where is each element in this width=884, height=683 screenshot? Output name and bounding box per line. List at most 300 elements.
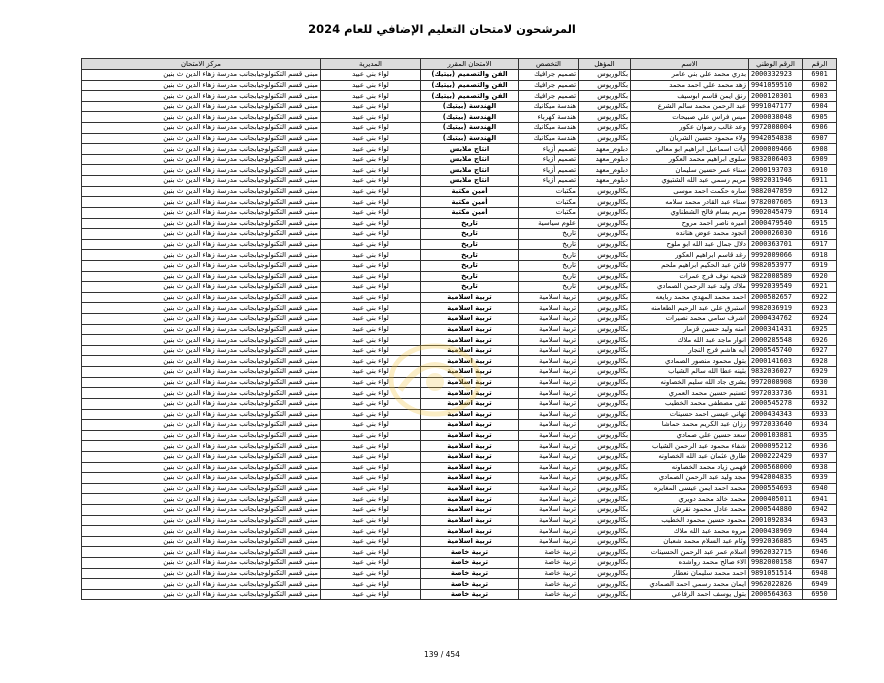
- cell-directorate: لواء بني عبيد: [321, 218, 421, 229]
- cell-specialization: تاريخ: [519, 250, 579, 261]
- cell-national-id: 2000103881: [749, 430, 803, 441]
- cell-specialization: تربية اسلامية: [519, 377, 579, 388]
- table-row: [82, 144, 837, 155]
- cell-seq: 6949: [803, 579, 837, 590]
- cell-directorate: لواء بني عبيد: [321, 154, 421, 165]
- cell-specialization: مكتبات: [519, 197, 579, 208]
- cell-seq: 6925: [803, 324, 837, 335]
- cell-name: سناء عبد القادر محمد سلامه: [631, 197, 749, 208]
- cell-seq: 6906: [803, 123, 837, 134]
- table-row: [82, 398, 837, 409]
- cell-name: امنه وليد حسين قزمار: [631, 324, 749, 335]
- cell-national-id: 2000026030: [749, 229, 803, 240]
- cell-directorate: لواء بني عبيد: [321, 526, 421, 537]
- cell-seq: 6943: [803, 515, 837, 526]
- cell-name: ملاك وليد عبد الرحمن الصمادي: [631, 282, 749, 293]
- cell-exam-center: مبنى قسم التكنولوجيابجانب مدرسة زهاء الدين ث بنين: [82, 112, 321, 123]
- cell-exam-center: مبنى قسم التكنولوجيابجانب مدرسة زهاء الدين ث بنين: [82, 494, 321, 505]
- cell-specialization: تربية اسلامية: [519, 367, 579, 378]
- cell-specialization: مكتبات: [519, 207, 579, 218]
- cell-directorate: لواء بني عبيد: [321, 91, 421, 102]
- cell-qualification: بكالوريوس: [579, 451, 631, 462]
- cell-national-id: 2000564363: [749, 589, 803, 600]
- cell-seq: 6927: [803, 345, 837, 356]
- cell-exam: تربية اسلامية: [421, 292, 519, 303]
- cell-seq: 6901: [803, 70, 837, 81]
- cell-qualification: بكالوريوس: [579, 409, 631, 420]
- cell-exam-center: مبنى قسم التكنولوجيابجانب مدرسة زهاء الدين ث بنين: [82, 441, 321, 452]
- cell-exam-center: مبنى قسم التكنولوجيابجانب مدرسة زهاء الدين ث بنين: [82, 314, 321, 325]
- cell-exam: تربية خاصة: [421, 579, 519, 590]
- cell-exam-center: مبنى قسم التكنولوجيابجانب مدرسة زهاء الدين ث بنين: [82, 250, 321, 261]
- cell-directorate: لواء بني عبيد: [321, 451, 421, 462]
- cell-directorate: لواء بني عبيد: [321, 335, 421, 346]
- cell-name: فاتن عبد الحكيم ابراهيم ملحم: [631, 260, 749, 271]
- cell-name: محمد عادل محمود نقرش: [631, 504, 749, 515]
- cell-specialization: تربية اسلامية: [519, 398, 579, 409]
- cell-national-id: 9892031946: [749, 176, 803, 187]
- cell-exam-center: مبنى قسم التكنولوجيابجانب مدرسة زهاء الدين ث بنين: [82, 483, 321, 494]
- cell-name: مجد وليد عبد الرحمن الصمادي: [631, 473, 749, 484]
- cell-qualification: بكالوريوس: [579, 250, 631, 261]
- cell-directorate: لواء بني عبيد: [321, 430, 421, 441]
- cell-seq: 6902: [803, 80, 837, 91]
- table-row: [82, 165, 837, 176]
- cell-exam: تاريخ: [421, 250, 519, 261]
- cell-seq: 6935: [803, 430, 837, 441]
- cell-specialization: هندسة ميكانيك: [519, 123, 579, 134]
- cell-qualification: بكالوريوس: [579, 133, 631, 144]
- table-row: [82, 112, 837, 123]
- cell-qualification: بكالوريوس: [579, 303, 631, 314]
- cell-exam: تاريخ: [421, 218, 519, 229]
- table-row: [82, 303, 837, 314]
- cell-seq: 6917: [803, 239, 837, 250]
- cell-exam-center: مبنى قسم التكنولوجيابجانب مدرسة زهاء الدين ث بنين: [82, 367, 321, 378]
- cell-national-id: 9982053977: [749, 260, 803, 271]
- cell-seq: 6930: [803, 377, 837, 388]
- cell-directorate: لواء بني عبيد: [321, 547, 421, 558]
- cell-name: محمود حسين محمود الخطيب: [631, 515, 749, 526]
- table-row: [82, 133, 837, 144]
- cell-name: الاء صالح محمد رواشده: [631, 558, 749, 569]
- cell-qualification: بكالوريوس: [579, 536, 631, 547]
- cell-directorate: لواء بني عبيد: [321, 239, 421, 250]
- cell-specialization: تربية اسلامية: [519, 409, 579, 420]
- cell-exam-center: مبنى قسم التكنولوجيابجانب مدرسة زهاء الدين ث بنين: [82, 420, 321, 431]
- cell-qualification: بكالوريوس: [579, 504, 631, 515]
- cell-exam-center: مبنى قسم التكنولوجيابجانب مدرسة زهاء الدين ث بنين: [82, 547, 321, 558]
- cell-national-id: 9782007605: [749, 197, 803, 208]
- cell-national-id: 9832006403: [749, 154, 803, 165]
- cell-exam-center: مبنى قسم التكنولوجيابجانب مدرسة زهاء الدين ث بنين: [82, 303, 321, 314]
- cell-qualification: بكالوريوس: [579, 483, 631, 494]
- header-exam: الامتحان المقرر: [421, 59, 519, 70]
- cell-qualification: بكالوريوس: [579, 239, 631, 250]
- table-row: [82, 409, 837, 420]
- cell-seq: 6932: [803, 398, 837, 409]
- cell-directorate: لواء بني عبيد: [321, 282, 421, 293]
- cell-name: انجود محمد عوض هنانده: [631, 229, 749, 240]
- cell-directorate: لواء بني عبيد: [321, 123, 421, 134]
- cell-directorate: لواء بني عبيد: [321, 186, 421, 197]
- cell-specialization: تربية اسلامية: [519, 462, 579, 473]
- cell-seq: 6939: [803, 473, 837, 484]
- cell-specialization: تصميم جرافيك: [519, 91, 579, 102]
- cell-qualification: بكالوريوس: [579, 70, 631, 81]
- cell-name: آيه هاشم فرج النجار: [631, 345, 749, 356]
- cell-specialization: تصميم جرافيك: [519, 80, 579, 91]
- cell-national-id: 9942054838: [749, 133, 803, 144]
- cell-seq: 6913: [803, 197, 837, 208]
- cell-name: اسلام عمر عبد الرحمن الحسينات: [631, 547, 749, 558]
- cell-qualification: بكالوريوس: [579, 218, 631, 229]
- cell-specialization: تربية اسلامية: [519, 430, 579, 441]
- cell-name: ساره حكمت احمد موسى: [631, 186, 749, 197]
- cell-qualification: بكالوريوس: [579, 91, 631, 102]
- cell-directorate: لواء بني عبيد: [321, 250, 421, 261]
- cell-national-id: 9962022826: [749, 579, 803, 590]
- cell-directorate: لواء بني عبيد: [321, 176, 421, 187]
- cell-directorate: لواء بني عبيد: [321, 558, 421, 569]
- cell-directorate: لواء بني عبيد: [321, 398, 421, 409]
- cell-qualification: دبلوم_معهد: [579, 154, 631, 165]
- cell-name: دلال جمال عبد الله ابو ملوح: [631, 239, 749, 250]
- cell-qualification: دبلوم_معهد: [579, 144, 631, 155]
- cell-seq: 6938: [803, 462, 837, 473]
- cell-seq: 6937: [803, 451, 837, 462]
- cell-specialization: تربية اسلامية: [519, 356, 579, 367]
- cell-name: مروه محمد عبد الله ملاك: [631, 526, 749, 537]
- cell-national-id: 9991047177: [749, 101, 803, 112]
- table-row: [82, 250, 837, 261]
- cell-directorate: لواء بني عبيد: [321, 229, 421, 240]
- cell-national-id: 9822008589: [749, 271, 803, 282]
- table-row: [82, 536, 837, 547]
- cell-exam: تربية اسلامية: [421, 536, 519, 547]
- cell-exam: تاريخ: [421, 229, 519, 240]
- cell-name: احمد محمد المهدي محمد ربايعه: [631, 292, 749, 303]
- table-row: [82, 473, 837, 484]
- cell-exam: تربية اسلامية: [421, 367, 519, 378]
- cell-exam-center: مبنى قسم التكنولوجيابجانب مدرسة زهاء الدين ث بنين: [82, 462, 321, 473]
- cell-national-id: 2000544880: [749, 504, 803, 515]
- cell-directorate: لواء بني عبيد: [321, 345, 421, 356]
- table-row: [82, 260, 837, 271]
- table-row: [82, 314, 837, 325]
- cell-seq: 6916: [803, 229, 837, 240]
- table-row: [82, 515, 837, 526]
- table-row: [82, 356, 837, 367]
- cell-directorate: لواء بني عبيد: [321, 260, 421, 271]
- cell-specialization: تربية اسلامية: [519, 526, 579, 537]
- cell-specialization: تربية اسلامية: [519, 345, 579, 356]
- cell-name: آيات اسماعيل ابراهيم ابو معالي: [631, 144, 749, 155]
- header-national-id: الرقم الوطني: [749, 59, 803, 70]
- cell-specialization: تصميم أزياء: [519, 154, 579, 165]
- cell-specialization: علوم سياسية: [519, 218, 579, 229]
- cell-seq: 6945: [803, 536, 837, 547]
- cell-national-id: 9941059510: [749, 80, 803, 91]
- cell-exam-center: مبنى قسم التكنولوجيابجانب مدرسة زهاء الدين ث بنين: [82, 133, 321, 144]
- cell-name: محمد خالد محمد دويري: [631, 494, 749, 505]
- table-row: [82, 176, 837, 187]
- cell-exam-center: مبنى قسم التكنولوجيابجانب مدرسة زهاء الدين ث بنين: [82, 123, 321, 134]
- table-row: [82, 80, 837, 91]
- cell-exam-center: مبنى قسم التكنولوجيابجانب مدرسة زهاء الدين ث بنين: [82, 218, 321, 229]
- cell-qualification: بكالوريوس: [579, 398, 631, 409]
- cell-directorate: لواء بني عبيد: [321, 292, 421, 303]
- cell-directorate: لواء بني عبيد: [321, 144, 421, 155]
- cell-exam: الهندسة (بيتيك): [421, 123, 519, 134]
- cell-national-id: 2000545278: [749, 398, 803, 409]
- cell-specialization: تربية اسلامية: [519, 303, 579, 314]
- cell-national-id: 9982000158: [749, 558, 803, 569]
- cell-exam: تربية اسلامية: [421, 420, 519, 431]
- table-row: [82, 494, 837, 505]
- cell-qualification: بكالوريوس: [579, 526, 631, 537]
- cell-specialization: هندسة كهرباء: [519, 112, 579, 123]
- cell-exam-center: مبنى قسم التكنولوجيابجانب مدرسة زهاء الدين ث بنين: [82, 388, 321, 399]
- cell-seq: 6936: [803, 441, 837, 452]
- cell-name: بدري محمد علي بني عامر: [631, 70, 749, 81]
- cell-seq: 6947: [803, 558, 837, 569]
- cell-name: رزان عبد الكريم محمد حماشا: [631, 420, 749, 431]
- cell-name: سناء عمر حسين سليمان: [631, 165, 749, 176]
- cell-qualification: بكالوريوس: [579, 314, 631, 325]
- cell-seq: 6929: [803, 367, 837, 378]
- cell-directorate: لواء بني عبيد: [321, 494, 421, 505]
- candidates-table: [81, 58, 837, 600]
- cell-exam: انتاج ملابس: [421, 176, 519, 187]
- cell-exam: تربية اسلامية: [421, 398, 519, 409]
- cell-exam-center: مبنى قسم التكنولوجيابجانب مدرسة زهاء الدين ث بنين: [82, 345, 321, 356]
- table-row: [82, 367, 837, 378]
- cell-name: احمد محمد سليمان نعطار: [631, 568, 749, 579]
- cell-exam-center: مبنى قسم التكنولوجيابجانب مدرسة زهاء الدين ث بنين: [82, 70, 321, 81]
- cell-exam-center: مبنى قسم التكنولوجيابجانب مدرسة زهاء الدين ث بنين: [82, 324, 321, 335]
- table-row: [82, 589, 837, 600]
- cell-exam: أمين مكتبة: [421, 197, 519, 208]
- cell-national-id: 2000120301: [749, 91, 803, 102]
- cell-exam-center: مبنى قسم التكنولوجيابجانب مدرسة زهاء الدين ث بنين: [82, 504, 321, 515]
- cell-directorate: لواء بني عبيد: [321, 377, 421, 388]
- cell-exam: تربية اسلامية: [421, 494, 519, 505]
- cell-specialization: تربية خاصة: [519, 547, 579, 558]
- cell-qualification: بكالوريوس: [579, 579, 631, 590]
- cell-name: ميس فراس علي صبيحات: [631, 112, 749, 123]
- cell-exam: تربية اسلامية: [421, 441, 519, 452]
- cell-exam: الهندسة (بيتيك): [421, 133, 519, 144]
- cell-seq: 6946: [803, 547, 837, 558]
- table-row: [82, 123, 837, 134]
- cell-specialization: تاريخ: [519, 271, 579, 282]
- cell-seq: 6911: [803, 176, 837, 187]
- cell-exam-center: مبنى قسم التكنولوجيابجانب مدرسة زهاء الدين ث بنين: [82, 91, 321, 102]
- cell-national-id: 9902045479: [749, 207, 803, 218]
- table-row: [82, 207, 837, 218]
- cell-name: وئام عبد السلام محمد شعبان: [631, 536, 749, 547]
- page-number: 139 / 454: [424, 650, 460, 659]
- cell-qualification: بكالوريوس: [579, 558, 631, 569]
- table-body: [82, 70, 837, 600]
- cell-specialization: هندسة ميكانيك: [519, 133, 579, 144]
- cell-specialization: تربية اسلامية: [519, 473, 579, 484]
- cell-exam: تاريخ: [421, 282, 519, 293]
- table-row: [82, 324, 837, 335]
- cell-seq: 6918: [803, 250, 837, 261]
- cell-qualification: بكالوريوس: [579, 282, 631, 293]
- cell-national-id: 9972008004: [749, 123, 803, 134]
- cell-exam: أمين مكتبة: [421, 207, 519, 218]
- cell-qualification: بكالوريوس: [579, 568, 631, 579]
- cell-specialization: تاريخ: [519, 260, 579, 271]
- cell-national-id: 9972033736: [749, 388, 803, 399]
- cell-specialization: تربية خاصة: [519, 579, 579, 590]
- cell-exam: الهندسة (بيتيك): [421, 112, 519, 123]
- cell-qualification: بكالوريوس: [579, 589, 631, 600]
- cell-seq: 6944: [803, 526, 837, 537]
- cell-seq: 6910: [803, 165, 837, 176]
- table-row: [82, 388, 837, 399]
- cell-specialization: تصميم أزياء: [519, 144, 579, 155]
- cell-exam-center: مبنى قسم التكنولوجيابجانب مدرسة زهاء الدين ث بنين: [82, 229, 321, 240]
- cell-seq: 6934: [803, 420, 837, 431]
- cell-name: طارق عثمان عبد الله الخصاونه: [631, 451, 749, 462]
- cell-national-id: 2000479540: [749, 218, 803, 229]
- header-directorate: المديرية: [321, 59, 421, 70]
- cell-exam: تربية اسلامية: [421, 473, 519, 484]
- cell-national-id: 9992036885: [749, 536, 803, 547]
- cell-national-id: 2000582657: [749, 292, 803, 303]
- table-row: [82, 186, 837, 197]
- cell-qualification: بكالوريوس: [579, 260, 631, 271]
- cell-exam: تربية اسلامية: [421, 430, 519, 441]
- cell-national-id: 2000568000: [749, 462, 803, 473]
- cell-qualification: بكالوريوس: [579, 388, 631, 399]
- cell-qualification: بكالوريوس: [579, 367, 631, 378]
- cell-national-id: 9882047859: [749, 186, 803, 197]
- cell-directorate: لواء بني عبيد: [321, 112, 421, 123]
- cell-name: شفاء محمود عبد الرحمن الشياب: [631, 441, 749, 452]
- cell-seq: 6924: [803, 314, 837, 325]
- cell-exam-center: مبنى قسم التكنولوجيابجانب مدرسة زهاء الدين ث بنين: [82, 80, 321, 91]
- cell-name: تهاني عيسى احمد حسينات: [631, 409, 749, 420]
- cell-national-id: 2000009466: [749, 144, 803, 155]
- table-row: [82, 282, 837, 293]
- header-qualification: المؤهل: [579, 59, 631, 70]
- cell-exam: انتاج ملابس: [421, 144, 519, 155]
- cell-exam: تربية اسلامية: [421, 314, 519, 325]
- cell-directorate: لواء بني عبيد: [321, 409, 421, 420]
- cell-seq: 6905: [803, 112, 837, 123]
- table-row: [82, 579, 837, 590]
- document-title: المرشحون لامتحان التعليم الإضافي للعام 2024: [308, 22, 576, 36]
- cell-seq: 6907: [803, 133, 837, 144]
- cell-name: مريم بسام فالح الشطناوي: [631, 207, 749, 218]
- cell-exam: تربية اسلامية: [421, 377, 519, 388]
- cell-exam-center: مبنى قسم التكنولوجيابجانب مدرسة زهاء الدين ث بنين: [82, 377, 321, 388]
- cell-seq: 6940: [803, 483, 837, 494]
- cell-name: سلوى ابراهيم محمد العكور: [631, 154, 749, 165]
- table-row: [82, 91, 837, 102]
- cell-national-id: 2000285548: [749, 335, 803, 346]
- cell-qualification: بكالوريوس: [579, 547, 631, 558]
- cell-qualification: بكالوريوس: [579, 186, 631, 197]
- cell-specialization: تربية اسلامية: [519, 292, 579, 303]
- cell-seq: 6904: [803, 101, 837, 112]
- cell-specialization: تربية اسلامية: [519, 335, 579, 346]
- cell-exam: تربية خاصة: [421, 558, 519, 569]
- table-row: [82, 568, 837, 579]
- cell-specialization: تاريخ: [519, 239, 579, 250]
- cell-qualification: بكالوريوس: [579, 515, 631, 526]
- cell-exam: الفن والتصميم (بيتيك): [421, 70, 519, 81]
- cell-seq: 6926: [803, 335, 837, 346]
- cell-exam: تربية اسلامية: [421, 504, 519, 515]
- cell-name: وعد غالب رضوان عكور: [631, 123, 749, 134]
- cell-qualification: بكالوريوس: [579, 80, 631, 91]
- cell-specialization: تربية خاصة: [519, 558, 579, 569]
- cell-exam: تربية اسلامية: [421, 335, 519, 346]
- cell-exam-center: مبنى قسم التكنولوجيابجانب مدرسة زهاء الدين ث بنين: [82, 356, 321, 367]
- cell-exam: انتاج ملابس: [421, 154, 519, 165]
- cell-national-id: 2000363701: [749, 239, 803, 250]
- cell-national-id: 2000554693: [749, 483, 803, 494]
- cell-exam-center: مبنى قسم التكنولوجيابجانب مدرسة زهاء الدين ث بنين: [82, 292, 321, 303]
- cell-exam-center: مبنى قسم التكنولوجيابجانب مدرسة زهاء الدين ث بنين: [82, 144, 321, 155]
- cell-seq: 6933: [803, 409, 837, 420]
- cell-exam-center: مبنى قسم التكنولوجيابجانب مدرسة زهاء الدين ث بنين: [82, 101, 321, 112]
- cell-directorate: لواء بني عبيد: [321, 314, 421, 325]
- cell-directorate: لواء بني عبيد: [321, 388, 421, 399]
- cell-name: تقى مصطفى محمد الخطيب: [631, 398, 749, 409]
- cell-directorate: لواء بني عبيد: [321, 504, 421, 515]
- cell-national-id: 2000434343: [749, 409, 803, 420]
- cell-exam: انتاج ملابس: [421, 165, 519, 176]
- cell-exam: تربية خاصة: [421, 568, 519, 579]
- cell-qualification: بكالوريوس: [579, 430, 631, 441]
- cell-directorate: لواء بني عبيد: [321, 579, 421, 590]
- table-row: [82, 504, 837, 515]
- cell-exam: أمين مكتبة: [421, 186, 519, 197]
- cell-specialization: تصميم جرافيك: [519, 70, 579, 81]
- cell-seq: 6931: [803, 388, 837, 399]
- cell-specialization: تربية اسلامية: [519, 314, 579, 325]
- cell-exam-center: مبنى قسم التكنولوجيابجانب مدرسة زهاء الدين ث بنين: [82, 260, 321, 271]
- table-row: [82, 430, 837, 441]
- cell-exam-center: مبنى قسم التكنولوجيابجانب مدرسة زهاء الدين ث بنين: [82, 451, 321, 462]
- cell-specialization: تربية اسلامية: [519, 441, 579, 452]
- cell-national-id: 2000038048: [749, 112, 803, 123]
- cell-exam: تربية اسلامية: [421, 345, 519, 356]
- cell-specialization: تربية اسلامية: [519, 324, 579, 335]
- table-row: [82, 292, 837, 303]
- cell-exam-center: مبنى قسم التكنولوجيابجانب مدرسة زهاء الدين ث بنين: [82, 186, 321, 197]
- cell-directorate: لواء بني عبيد: [321, 165, 421, 176]
- cell-seq: 6923: [803, 303, 837, 314]
- table-row: [82, 462, 837, 473]
- cell-exam: تاريخ: [421, 239, 519, 250]
- cell-name: تسنيم حسين محمد العمري: [631, 388, 749, 399]
- cell-exam: تربية خاصة: [421, 589, 519, 600]
- header-specialization: التخصص: [519, 59, 579, 70]
- cell-exam: تاريخ: [421, 271, 519, 282]
- cell-qualification: بكالوريوس: [579, 197, 631, 208]
- cell-qualification: بكالوريوس: [579, 292, 631, 303]
- cell-directorate: لواء بني عبيد: [321, 101, 421, 112]
- cell-qualification: دبلوم_معهد: [579, 176, 631, 187]
